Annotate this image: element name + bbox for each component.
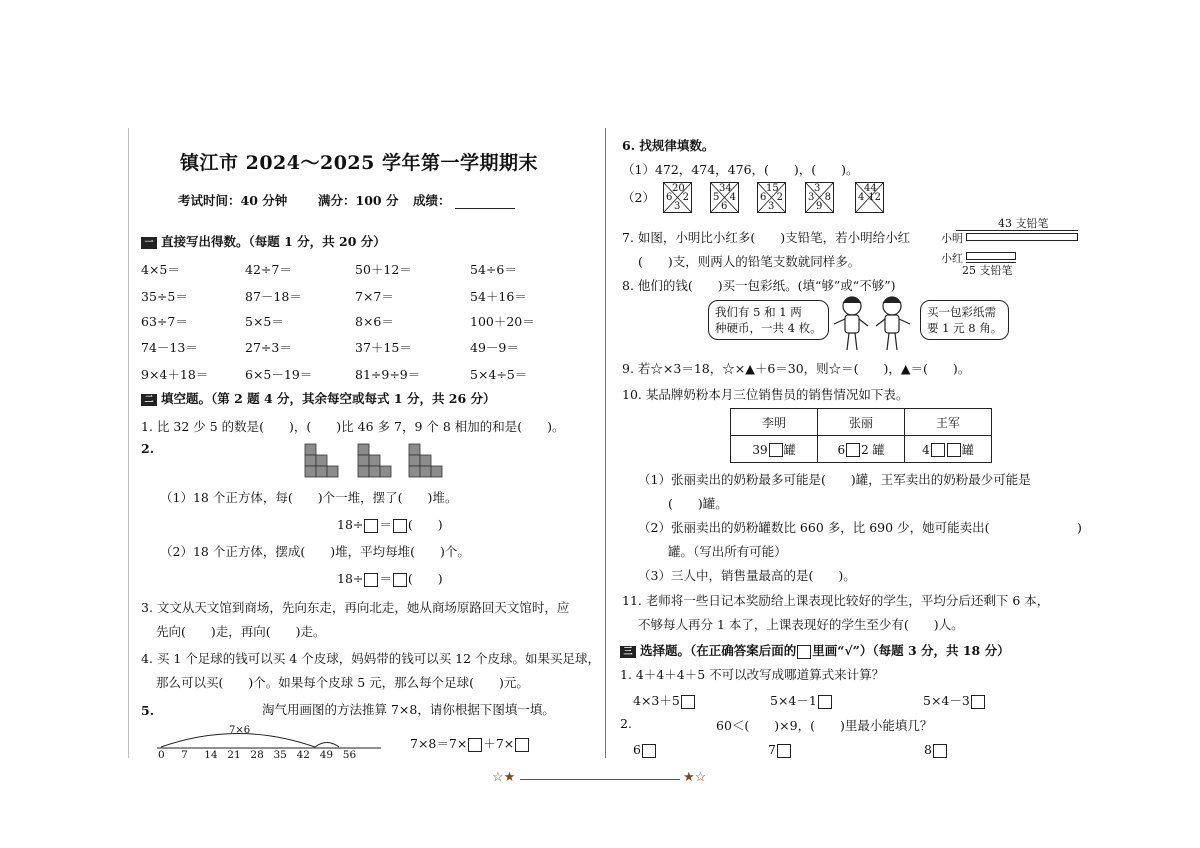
oral-calc-item: 6×5－19＝ xyxy=(245,367,313,382)
pattern-right: 2 xyxy=(776,192,783,203)
digit-box[interactable] xyxy=(846,443,860,457)
oral-calc-item: 5×4÷5＝ xyxy=(470,367,528,382)
r-question-7-line1: 7. 如图，小明比小红多( )支铅笔，若小明给小红 xyxy=(622,230,911,245)
table-cell xyxy=(818,436,905,463)
section3-title-b: 里画“√”）（每题 3 分，共 18 分） xyxy=(812,643,1010,658)
r-question-9: 9. 若☆×3＝18，☆×▲＋6＝30，则☆＝( )，▲＝( )。 xyxy=(622,361,971,376)
r-question-11-line2: 不够每人再分 1 本了，上课表现好的学生至少有( )人。 xyxy=(638,617,964,632)
number-line-tick-label: 7 xyxy=(181,749,188,761)
number-line-tick-label: 49 xyxy=(319,749,334,761)
eq1-unit: ( ) xyxy=(407,517,443,532)
two-kids-illustration xyxy=(830,294,918,356)
cube-stack-1 xyxy=(303,442,343,482)
answer-box[interactable] xyxy=(364,573,378,587)
pattern-left: 5 xyxy=(713,192,720,203)
pattern-bottom: 3 xyxy=(674,201,681,212)
pattern-bottom: 6 xyxy=(721,201,728,212)
q7-hong-label: 小红 xyxy=(941,252,963,265)
cube-stack-2 xyxy=(356,442,396,482)
digit-box[interactable] xyxy=(769,443,783,457)
oral-calc-item: 7×7＝ xyxy=(355,289,394,304)
answer-box[interactable] xyxy=(393,573,407,587)
number-line-tick-label: 35 xyxy=(273,749,287,761)
s3-question-1: 1. 4＋4＋4＋5 不可以改写成哪道算式来计算？ xyxy=(620,667,885,682)
bubble-right-line2: 要 1 元 8 角。 xyxy=(927,321,1003,335)
s2-question-3-line2: 先向( )走，再向( )走。 xyxy=(156,624,326,639)
option-text: 7 xyxy=(768,742,776,757)
option-text: 5×4－1 xyxy=(770,693,817,708)
oral-calc-item: 5×5＝ xyxy=(245,314,284,329)
q5-eq-part-b: ＋7× xyxy=(483,736,515,751)
pattern-right: 2 xyxy=(682,192,689,203)
q7-top-label: 43 支铅笔 xyxy=(998,217,1049,230)
table-cell xyxy=(905,436,992,463)
pattern-top: 34 xyxy=(719,183,732,194)
pattern-box xyxy=(855,182,884,213)
section3-badge: 三 xyxy=(620,646,636,658)
q10-1-line1: （1）张丽卖出的奶粉最多可能是( )罐，王军卖出的奶粉最少可能是 xyxy=(638,472,1031,487)
s3-q1-option-c[interactable] xyxy=(923,691,986,709)
score-blank[interactable] xyxy=(455,208,515,209)
oral-calc-item: 42÷7＝ xyxy=(245,262,292,277)
arc-label: 7×6 xyxy=(229,725,251,736)
cell-digits: 39 xyxy=(752,442,768,457)
oral-calc-item: 81÷9÷9＝ xyxy=(355,367,421,382)
eq2-unit: ( ) xyxy=(407,571,443,586)
section1-heading xyxy=(141,232,386,250)
oral-calc-item: 87－18＝ xyxy=(245,289,302,304)
full-score: 满分：100 分 xyxy=(318,193,399,208)
section2-title: 填空题。（第 2 题 4 分，其余每空或每式 1 分，共 26 分） xyxy=(161,391,496,406)
q7-bottom-label: 25 支铅笔 xyxy=(962,264,1013,277)
table-header: 张丽 xyxy=(818,409,905,436)
sales-table xyxy=(730,408,992,463)
pattern-box xyxy=(757,182,786,213)
pattern-top: 20 xyxy=(672,183,685,194)
oral-calc-item: 50＋12＝ xyxy=(355,262,412,277)
q10-2-line1: （2）张丽卖出的奶粉罐数比 660 多，比 690 少，她可能卖出( ) xyxy=(638,520,1082,535)
s2-question-2-label: 2. xyxy=(141,441,155,456)
table-cell xyxy=(731,436,818,463)
s3-question-2: 60＜( )×9，( )里最小能填几？ xyxy=(716,718,933,733)
option-text: 5×4－3 xyxy=(923,693,970,708)
eq1-equals: ＝ xyxy=(379,517,392,532)
q10-3: （3）三人中，销售量最高的是( )。 xyxy=(638,568,856,583)
number-line-tick-label: 42 xyxy=(296,749,310,761)
eq1-prefix: 18÷ xyxy=(337,517,364,532)
oral-calc-item: 54＋16＝ xyxy=(470,289,527,304)
s2-q2-part2: （2）18 个正方体，摆成( )堆，平均每堆( )个。 xyxy=(160,544,470,559)
pattern-box xyxy=(805,182,834,213)
r-question-7-line2: ( )支，则两人的铅笔支数就同样多。 xyxy=(638,254,861,269)
option-text: 8 xyxy=(924,742,932,757)
cube-stack-3 xyxy=(407,442,447,482)
s2-q2-eq1 xyxy=(337,515,443,533)
bubble-left-line1: 我们有 5 和 1 两 xyxy=(715,305,802,319)
r-question-11-line1: 11. 老师将一些日记本奖励给上课表现比较好的学生，平均分后还剩下 6 本， xyxy=(622,593,1050,608)
table-header: 李明 xyxy=(731,409,818,436)
pattern-top: 15 xyxy=(766,183,779,194)
exam-time: 考试时间：40 分钟 xyxy=(178,193,288,208)
q10-2-line2: 罐。（写出所有可能） xyxy=(668,544,787,559)
oral-calc-item: 35÷5＝ xyxy=(141,289,188,304)
footer-stars-left: ☆★ xyxy=(492,770,516,785)
option-checkbox[interactable] xyxy=(933,744,947,758)
speech-bubble-right xyxy=(920,300,1009,340)
footer-rule xyxy=(520,779,680,780)
cell-digits: 6 xyxy=(837,442,846,457)
section3-heading xyxy=(620,641,1010,659)
q7-ming-label: 小明 xyxy=(941,232,963,245)
number-line-tick-label: 28 xyxy=(250,749,264,761)
section1-badge: 一 xyxy=(141,237,157,249)
answer-box[interactable] xyxy=(515,738,529,752)
r-question-8: 8. 他们的钱( )买一包彩纸。(填“够”或“不够”) xyxy=(622,278,896,293)
table-header: 王军 xyxy=(905,409,992,436)
q7-hong-bar xyxy=(966,252,1016,260)
option-checkbox[interactable] xyxy=(818,695,832,709)
eq2-equals: ＝ xyxy=(379,571,392,586)
pattern-bottom: 9 xyxy=(816,201,823,212)
s3-q2-option-b[interactable] xyxy=(768,742,792,758)
digit-box[interactable] xyxy=(947,443,961,457)
oral-calc-item: 8×6＝ xyxy=(355,314,394,329)
number-line xyxy=(153,722,388,768)
speech-bubble-left xyxy=(708,300,829,340)
option-checkbox[interactable] xyxy=(777,744,791,758)
pattern-box xyxy=(663,182,692,213)
pattern-left: 3 xyxy=(808,192,815,203)
oral-calc-item: 9×4＋18＝ xyxy=(141,367,209,382)
pattern-top: 44 xyxy=(864,183,877,194)
number-line-tick-label: 56 xyxy=(342,749,357,761)
pattern-top: 3 xyxy=(814,183,821,194)
eq2-prefix: 18÷ xyxy=(337,571,364,586)
oral-calc-item: 54÷6＝ xyxy=(470,262,517,277)
pattern-bottom: 3 xyxy=(768,201,775,212)
r-question-6-2: （2） xyxy=(622,190,655,205)
bubble-right-line1: 买一包彩纸需 xyxy=(927,305,996,319)
section2-badge: 二 xyxy=(141,394,157,406)
section1-title: 直接写出得数。（每题 1 分，共 20 分） xyxy=(161,234,386,249)
s2-q2-eq2 xyxy=(337,569,443,587)
answer-box[interactable] xyxy=(468,738,482,752)
pattern-left: 6 xyxy=(666,192,673,203)
cell-unit: 罐 xyxy=(961,442,974,457)
left-margin-line xyxy=(128,128,129,758)
pattern-left: 6 xyxy=(760,192,767,203)
s2-q5-equation xyxy=(410,734,530,752)
page-title: 镇江市 2024～2025 学年第一学期期末 xyxy=(180,152,538,174)
number-line-tick-label: 14 xyxy=(204,749,218,761)
pattern-right: 8 xyxy=(824,192,831,203)
section2-heading xyxy=(141,389,496,407)
column-divider xyxy=(605,128,606,758)
oral-calc-item: 63÷7＝ xyxy=(141,314,188,329)
answer-box[interactable] xyxy=(364,519,378,533)
s3-question-2-label: 2. xyxy=(620,716,632,731)
oral-calc-item: 100＋20＝ xyxy=(470,314,535,329)
oral-calc-item: 49－9＝ xyxy=(470,340,519,355)
s2-question-1: 1. 比 32 少 5 的数是( )，( )比 46 多 7，9 个 8 相加的和是( )。 xyxy=(141,419,565,434)
s2-question-3-line1: 3. 文文从天文馆到商场，先向东走，再向北走，她从商场原路回天文馆时，应 xyxy=(141,600,570,615)
s3-q2-option-a[interactable] xyxy=(633,742,657,758)
q7-ming-bar xyxy=(966,233,1078,241)
r-question-10: 10. 某品牌奶粉本月三位销售员的销售情况如下表。 xyxy=(622,387,909,402)
score-label: 成绩： xyxy=(413,193,451,208)
cell-unit: 罐 xyxy=(783,442,796,457)
pattern-right: 12 xyxy=(868,192,881,203)
digit-box[interactable] xyxy=(931,443,945,457)
option-text: 4×3＋5 xyxy=(633,693,680,708)
option-text: 6 xyxy=(633,742,641,757)
option-checkbox[interactable] xyxy=(642,744,656,758)
s2-question-4-line1: 4. 买 1 个足球的钱可以买 4 个皮球，妈妈带的钱可以买 12 个皮球。如果买足球， xyxy=(141,651,601,666)
r-question-6: 6. 找规律填数。 xyxy=(622,138,715,153)
bubble-left-line2: 种硬币，一共 4 枚。 xyxy=(715,321,822,335)
s3-q1-option-a[interactable] xyxy=(633,691,696,709)
section3-title-a: 选择题。（在正确答案后面的 xyxy=(640,643,797,658)
option-checkbox[interactable] xyxy=(971,695,985,709)
number-line-tick-label: 21 xyxy=(227,749,241,761)
s2-question-4-line2: 那么可以买( )个。如果每个皮球 5 元，那么每个足球( )元。 xyxy=(156,675,529,690)
s3-q1-option-b[interactable] xyxy=(770,691,833,709)
s2-q2-part1: （1）18 个正方体，每( )个一堆，摆了( )堆。 xyxy=(160,490,458,505)
s3-q2-option-c[interactable] xyxy=(924,742,948,758)
oral-calc-item: 4×5＝ xyxy=(141,262,180,277)
cell-digits: 4 xyxy=(922,442,930,457)
r-question-6-1: （1）472，474，476，( )，( )。 xyxy=(622,162,859,177)
checkbox-sample xyxy=(797,645,811,659)
pattern-left: 4 xyxy=(858,192,865,203)
oral-calc-item: 74－13＝ xyxy=(141,340,198,355)
pattern-box xyxy=(710,182,739,213)
oral-calc-item: 27÷3＝ xyxy=(245,340,292,355)
answer-box[interactable] xyxy=(393,519,407,533)
cell-unit: 2 罐 xyxy=(861,442,885,457)
s2-question-5-label: 5. xyxy=(141,703,155,718)
q7-top-bracket xyxy=(956,230,1078,231)
option-checkbox[interactable] xyxy=(681,695,695,709)
oral-calc-item: 37＋15＝ xyxy=(355,340,412,355)
number-line-tick-label: 0 xyxy=(158,749,165,761)
q10-1-line2: ( )罐。 xyxy=(668,496,728,511)
s2-question-5-text: 淘气用画图的方法推算 7×8，请你根据下图填一填。 xyxy=(262,702,555,717)
q5-eq-part-a: 7×8＝7× xyxy=(410,736,468,751)
pattern-right: 4 xyxy=(729,192,736,203)
footer-stars-right: ★☆ xyxy=(683,770,707,785)
